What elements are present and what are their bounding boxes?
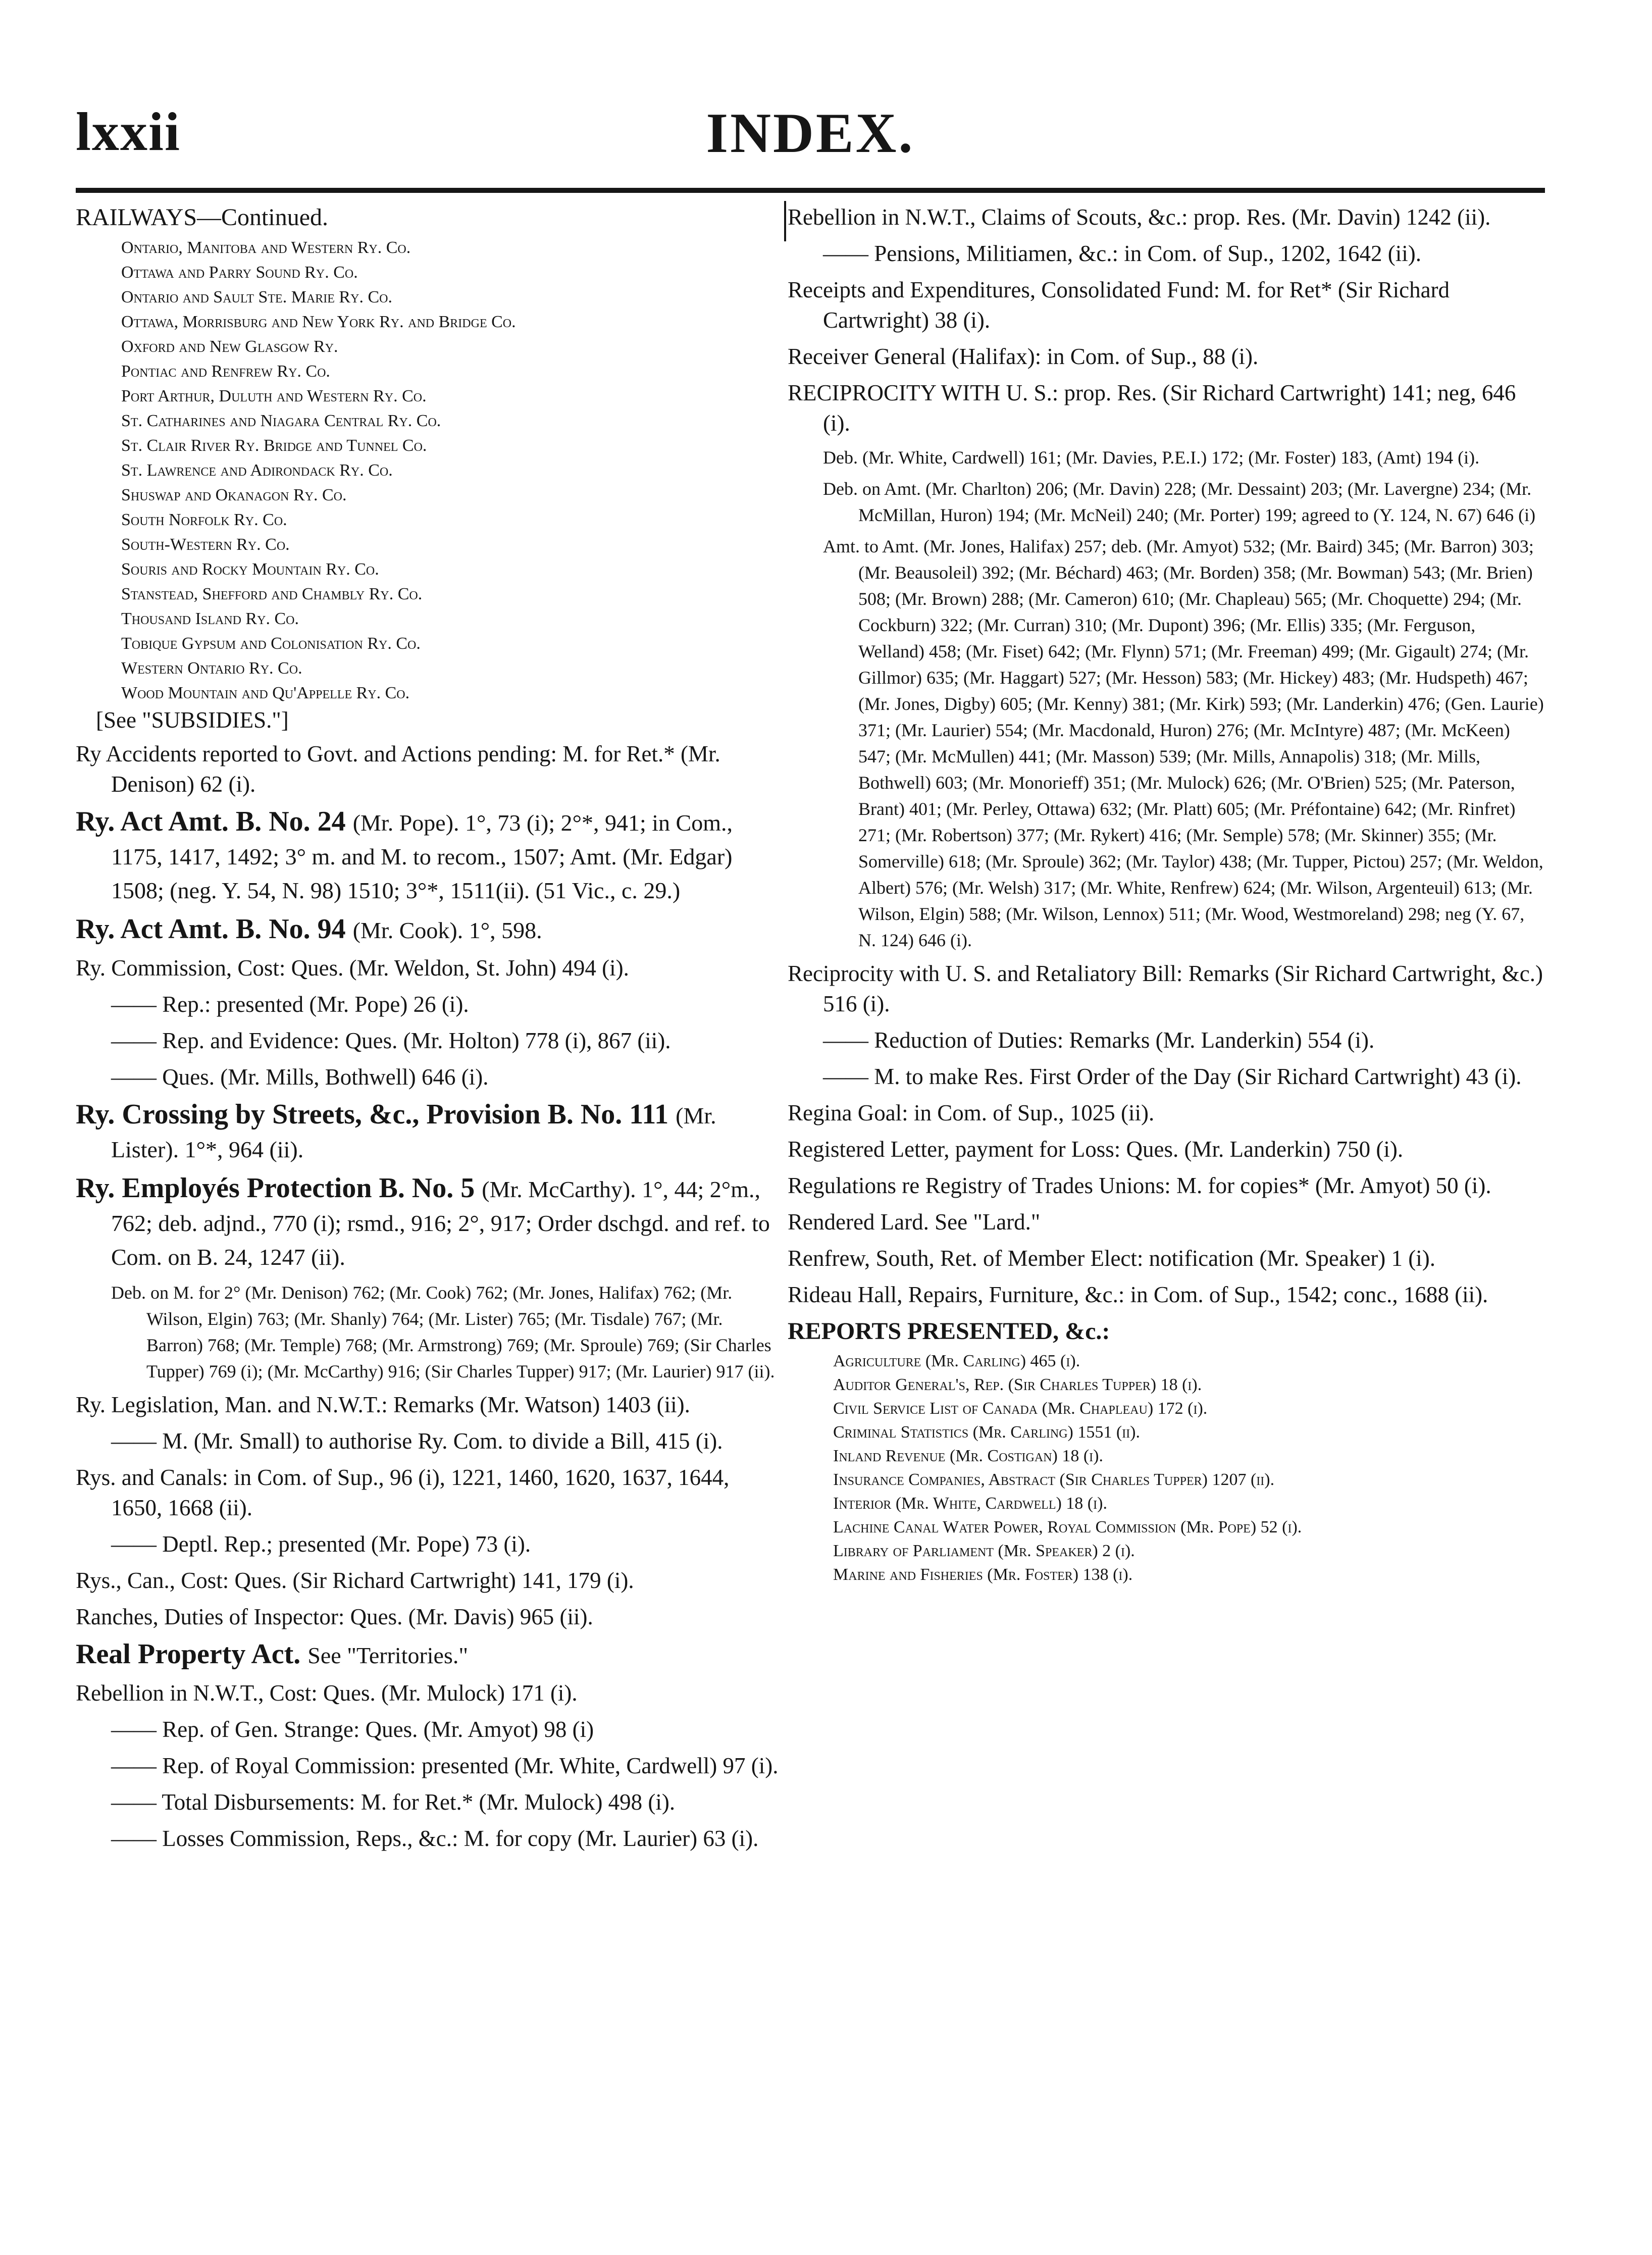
debate-detail: Deb. on Amt. (Mr. Charlton) 206; (Mr. Davin) 228; (Mr. Dessaint) 203; (Mr. Lavergne) 234; (Mr. McMillan, Huron) 194; (Mr. McNeil) 240; (Mr. Porter) 199; agreed to (Y. 124, N. 67) 646 (i)	[823, 479, 1536, 525]
report-item: Auditor General's, Rep. (Sir Charles Tupper) 18 (i).	[833, 1375, 1202, 1394]
index-subentry: —— Rep. of Royal Commission: presented (Mr. White, Cardwell) 97 (i).	[111, 1753, 779, 1778]
index-entry: Rebellion in N.W.T., Claims of Scouts, &c.: prop. Res. (Mr. Davin) 1242 (ii).	[788, 204, 1491, 230]
section-heading: REPORTS PRESENTED, &c.:	[788, 1318, 1110, 1345]
sub-entry: Ontario, Manitoba and Western Ry. Co.	[121, 238, 411, 257]
sub-entry: St. Catharines and Niagara Central Ry. Co.	[121, 412, 441, 430]
index-entry-bill	[76, 805, 783, 907]
index-entry: Ry. Legislation, Man. and N.W.T.: Remarks (Mr. Watson) 1403 (ii).	[76, 1392, 690, 1417]
sub-entry: Western Ontario Ry. Co.	[121, 659, 302, 678]
index-entry: Regulations re Registry of Trades Unions: M. for copies* (Mr. Amyot) 50 (i).	[788, 1173, 1491, 1198]
page-header	[76, 96, 1545, 182]
section-heading: RAILWAYS—Continued.	[76, 204, 329, 231]
bill-detail: (Mr. Pope). 1°, 73 (i); 2°*, 941; in Com., 1175, 1417, 1492; 3° m. and M. to recom., 1507; Amt. (Mr. Edgar) 1508; (neg. Y. 54, N. 98) 1510; 3°*, 1511(ii). (51 Vic., c. 29.)	[111, 810, 733, 903]
index-entry: Reciprocity with U. S. and Retaliatory Bill: Remarks (Sir Richard Cartwright, &c.) 516 (i).	[788, 961, 1543, 1016]
sub-entry: Thousand Island Ry. Co.	[121, 609, 299, 628]
sub-entry: Shuswap and Okanagon Ry. Co.	[121, 486, 347, 504]
index-subentry: —— Rep.: presented (Mr. Pope) 26 (i).	[111, 992, 469, 1017]
sub-entry: Ottawa and Parry Sound Ry. Co.	[121, 263, 358, 282]
sub-entry: South-Western Ry. Co.	[121, 535, 290, 554]
report-item: Lachine Canal Water Power, Royal Commission (Mr. Pope) 52 (i).	[833, 1518, 1302, 1536]
bill-title: Ry. Employés Protection B. No. 5	[76, 1172, 475, 1204]
bill-detail: (Mr. Lister). 1°*, 964 (ii).	[111, 1103, 716, 1162]
bill-title: Ry. Crossing by Streets, &c., Provision B. No. 111	[76, 1099, 669, 1130]
index-entry: RECIPROCITY WITH U. S.: prop. Res. (Sir Richard Cartwright) 141; neg, 646 (i).	[788, 380, 1516, 436]
index-subentry: —— Losses Commission, Reps., &c.: M. for copy (Mr. Laurier) 63 (i).	[111, 1826, 759, 1851]
bill-detail: (Mr. McCarthy). 1°, 44; 2°m., 762; deb. adjnd., 770 (i); rsmd., 916; 2°, 917; Order dschgd. and ref. to Com. on B. 24, 1247 (ii).	[111, 1176, 770, 1270]
right-column	[788, 202, 1545, 1586]
index-entry: Ranches, Duties of Inspector: Ques. (Mr. Davis) 965 (ii).	[76, 1604, 593, 1629]
bill-title: Ry. Act Amt. B. No. 94	[76, 913, 346, 945]
index-subentry: —— Rep. of Gen. Strange: Ques. (Mr. Amyot) 98 (i)	[111, 1717, 594, 1742]
index-entry: Ry. Commission, Cost: Ques. (Mr. Weldon, St. John) 494 (i).	[76, 955, 629, 981]
index-entry-bill	[76, 1098, 783, 1166]
index-entry: Renfrew, South, Ret. of Member Elect: notification (Mr. Speaker) 1 (i).	[788, 1246, 1435, 1271]
sub-entry: Stanstead, Shefford and Chambly Ry. Co.	[121, 585, 423, 603]
index-entry: Regina Goal: in Com. of Sup., 1025 (ii).	[788, 1100, 1155, 1125]
index-subentry: —— Rep. and Evidence: Ques. (Mr. Holton) 778 (i), 867 (ii).	[111, 1028, 671, 1053]
sub-entry: Souris and Rocky Mountain Ry. Co.	[121, 560, 379, 579]
sub-entry: South Norfolk Ry. Co.	[121, 510, 287, 529]
report-item: Civil Service List of Canada (Mr. Chapleau) 172 (i).	[833, 1399, 1208, 1418]
column-divider	[784, 201, 786, 241]
index-entry-bill	[76, 1172, 783, 1273]
index-entry-act	[76, 1638, 783, 1672]
sub-entry: Oxford and New Glasgow Ry.	[121, 337, 338, 356]
sub-entry: St. Clair River Ry. Bridge and Tunnel Co.	[121, 436, 427, 455]
bill-detail: (Mr. Cook). 1°, 598.	[352, 917, 542, 943]
debate-detail: Deb. on M. for 2° (Mr. Denison) 762; (Mr. Cook) 762; (Mr. Jones, Halifax) 762; (Mr. Wilson, Elgin) 763; (Mr. Shanly) 764; (Mr. Lister) 765; (Mr. Tisdale) 767; (Mr. Barron) 768; (Mr. Temple) 768; (Mr. Armstrong) 769; (Mr. Sproule) 769; (Sir Charles Tupper) 769 (i); (Mr. McCarthy) 916; (Sir Charles Tupper) 917; (Mr. Laurier) 917 (ii).	[111, 1283, 775, 1381]
index-entry-bill	[76, 913, 783, 947]
act-detail: See "Territories."	[307, 1643, 469, 1668]
index-subentry: —— Pensions, Militiamen, &c.: in Com. of Sup., 1202, 1642 (ii).	[823, 241, 1421, 266]
left-column	[76, 202, 783, 1860]
index-subentry: —— M. to make Res. First Order of the Day (Sir Richard Cartwright) 43 (i).	[823, 1064, 1522, 1089]
sub-entry: Ottawa, Morrisburg and New York Ry. and Bridge Co.	[121, 313, 516, 331]
index-entry: Registered Letter, payment for Loss: Ques. (Mr. Landerkin) 750 (i).	[788, 1137, 1404, 1162]
see-reference: [See "SUBSIDIES."]	[96, 707, 289, 733]
header-rule	[76, 188, 1545, 193]
index-subentry: —— Deptl. Rep.; presented (Mr. Pope) 73 (i).	[111, 1531, 531, 1557]
index-subentry: —— Ques. (Mr. Mills, Bothwell) 646 (i).	[111, 1064, 489, 1090]
sub-entry: St. Lawrence and Adirondack Ry. Co.	[121, 461, 393, 480]
page-number: lxxii	[76, 102, 181, 162]
report-item: Marine and Fisheries (Mr. Foster) 138 (i).	[833, 1565, 1133, 1584]
sub-entry: Pontiac and Renfrew Ry. Co.	[121, 362, 330, 381]
index-subentry: —— Reduction of Duties: Remarks (Mr. Landerkin) 554 (i).	[823, 1028, 1375, 1053]
sub-entry: Wood Mountain and Qu'Appelle Ry. Co.	[121, 684, 410, 702]
report-item: Agriculture (Mr. Carling) 465 (i).	[833, 1352, 1080, 1370]
act-title: Real Property Act.	[76, 1638, 301, 1670]
index-entry: Rebellion in N.W.T., Cost: Ques. (Mr. Mulock) 171 (i).	[76, 1680, 578, 1706]
index-entry: Receipts and Expenditures, Consolidated Fund: M. for Ret* (Sir Richard Cartwright) 38 (i).	[788, 277, 1450, 333]
sub-entry: Tobique Gypsum and Colonisation Ry. Co.	[121, 634, 421, 653]
report-item: Inland Revenue (Mr. Costigan) 18 (i).	[833, 1447, 1103, 1465]
report-item: Insurance Companies, Abstract (Sir Charles Tupper) 1207 (ii).	[833, 1470, 1275, 1489]
page-title: INDEX.	[706, 102, 915, 165]
index-subentry: —— M. (Mr. Small) to authorise Ry. Com. to divide a Bill, 415 (i).	[111, 1428, 723, 1454]
sub-entry: Ontario and Sault Ste. Marie Ry. Co.	[121, 288, 392, 306]
report-item: Library of Parliament (Mr. Speaker) 2 (i).	[833, 1542, 1135, 1560]
index-entry: Rys., Can., Cost: Ques. (Sir Richard Cartwright) 141, 179 (i).	[76, 1568, 634, 1593]
amendment-detail: Amt. to Amt. (Mr. Jones, Halifax) 257; deb. (Mr. Amyot) 532; (Mr. Baird) 345; (Mr. Barron) 303; (Mr. Beausoleil) 392; (Mr. Béchard) 463; (Mr. Borden) 358; (Mr. Bowman) 543; (Mr. Brien) 508; (Mr. Brown) 288; (Mr. Cameron) 610; (Mr. Chapleau) 565; (Mr. Choquette) 294; (Mr. Cockburn) 322; (Mr. Curran) 310; (Mr. Dupont) 396; (Mr. Ellis) 335; (Mr. Ferguson, Welland) 458; (Mr. Fiset) 642; (Mr. Flynn) 571; (Mr. Freeman) 499; (Mr. Gigault) 274; (Mr. Gillmor) 635; (Mr. Haggart) 527; (Mr. Hesson) 583; (Mr. Hickey) 483; (Mr. Hudspeth) 467; (Mr. Jones, Digby) 605; (Mr. Kenny) 381; (Mr. Kirk) 593; (Mr. Landerkin) 476; (Gen. Laurie) 371; (Mr. Laurier) 554; (Mr. Macdonald, Huron) 276; (Mr. McIntyre) 487; (Mr. McKeen) 547; (Mr. McMullen) 441; (Mr. Masson) 539; (Mr. Mills, Annapolis) 318; (Mr. Mills, Bothwell) 603; (Mr. Monorieff) 351; (Mr. Mulock) 626; (Mr. O'Brien) 525; (Mr. Paterson, Brant) 401; (Mr. Perley, Ottawa) 632; (Mr. Platt) 605; (Mr. Préfontaine) 642; (Mr. Rinfret) 271; (Mr. Robertson) 377; (Mr. Rykert) 416; (Mr. Semple) 578; (Mr. Skinner) 355; (Mr. Somerville) 618; (Mr. Sproule) 362; (Mr. Taylor) 438; (Mr. Tupper, Pictou) 257; (Mr. Weldon, Albert) 576; (Mr. Welsh) 317; (Mr. White, Renfrew) 624; (Mr. Wilson, Argenteuil) 613; (Mr. Wilson, Elgin) 588; (Mr. Wilson, Lennox) 511; (Mr. Wood, Westmoreland) 298; neg (Y. 67, N. 124) 646 (i).	[823, 536, 1544, 950]
report-item: Criminal Statistics (Mr. Carling) 1551 (ii).	[833, 1423, 1141, 1442]
bill-title: Ry. Act Amt. B. No. 24	[76, 806, 346, 837]
index-entry: Rendered Lard. See "Lard."	[788, 1209, 1041, 1235]
index-entry: Rideau Hall, Repairs, Furniture, &c.: in Com. of Sup., 1542; conc., 1688 (ii).	[788, 1282, 1488, 1307]
report-item: Interior (Mr. White, Cardwell) 18 (i).	[833, 1494, 1107, 1513]
sub-entry: Port Arthur, Duluth and Western Ry. Co.	[121, 387, 427, 405]
index-entry: Ry Accidents reported to Govt. and Actions pending: M. for Ret.* (Mr. Denison) 62 (i).	[76, 741, 720, 797]
index-entry: Receiver General (Halifax): in Com. of Sup., 88 (i).	[788, 344, 1259, 369]
index-entry: Rys. and Canals: in Com. of Sup., 96 (i), 1221, 1460, 1620, 1637, 1644, 1650, 1668 (ii).	[76, 1465, 730, 1520]
index-subentry: —— Total Disbursements: M. for Ret.* (Mr. Mulock) 498 (i).	[111, 1789, 676, 1815]
debate-detail: Deb. (Mr. White, Cardwell) 161; (Mr. Davies, P.E.I.) 172; (Mr. Foster) 183, (Amt) 194 (i).	[823, 447, 1480, 468]
